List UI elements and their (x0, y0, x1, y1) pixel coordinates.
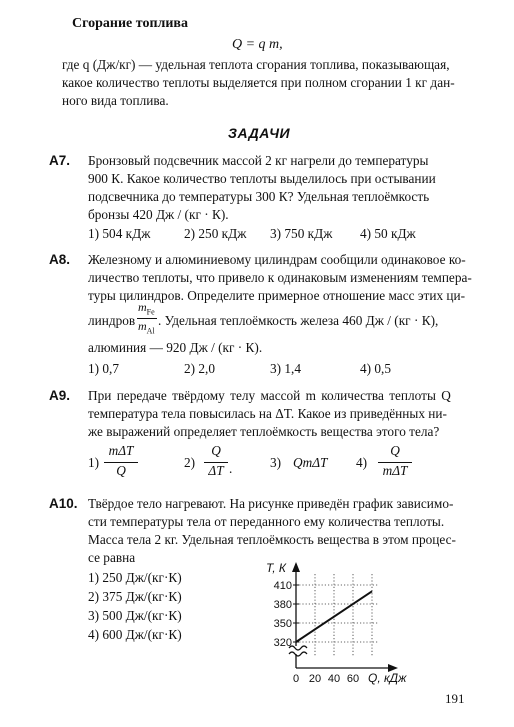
task-a8-line-3: туры цилиндров. Определите примерное отношение масс этих ци- (88, 288, 466, 303)
task-a8-line-1: Железному и алюминиевому цилиндрам сообщили одинаковое ко- (88, 252, 466, 267)
x-tick-label: 40 (327, 673, 341, 685)
formula: Q = q m, (232, 37, 283, 52)
task-a9-option-1-denominator: Q (116, 463, 126, 478)
x-tick-label: 0 (292, 673, 300, 685)
definition-line-3: ного вида топлива. (62, 93, 169, 108)
x-tick-label: 20 (308, 673, 322, 685)
task-a9-option-4-number: 4) (356, 455, 368, 470)
task-a7-number: А7. (49, 153, 71, 168)
mass-ratio-num-sub: Fe (146, 307, 155, 317)
chart-x-axis-label: Q, кДж (368, 671, 407, 685)
task-a9-option-3-expression: QmΔT (293, 455, 328, 470)
task-a7-line-3: подсвечника до температуры 300 К? Удельная теплоёмкость (88, 189, 430, 204)
task-a9-line-2: температура тела повысилась на ΔT. Какое из приведённых ни- (88, 406, 447, 421)
temperature-line (296, 591, 372, 642)
task-a8-option-3: 3) 1,4 (270, 361, 302, 376)
task-a10-option-3: 3) 500 Дж/(кг·К) (88, 608, 182, 623)
task-a8-option-4: 4) 0,5 (360, 361, 392, 376)
mass-ratio-denominator (138, 319, 155, 335)
y-tick-label: 320 (273, 637, 292, 649)
task-a9-option-1-numerator: mΔT (108, 443, 134, 458)
task-a7-line-4: бронзы 420 Дж / (кг · К). (88, 207, 229, 222)
task-a7-option-4: 4) 50 кДж (360, 226, 416, 241)
task-a8-line-2: личество теплоты, что привело к одинаковым изменениям темпера- (88, 270, 472, 285)
axis-break-mark (289, 652, 307, 656)
task-a10-number: А10. (49, 496, 78, 511)
temperature-heat-chart (260, 558, 420, 688)
task-a8-option-2: 2) 2,0 (184, 361, 216, 376)
y-axis-arrow (292, 562, 300, 572)
chart-marks (296, 591, 372, 642)
mass-ratio-den-sub: Al (146, 326, 155, 336)
task-a8-line-5: алюминия — 920 Дж / (кг · К). (88, 340, 263, 355)
task-a10-option-2: 2) 375 Дж/(кг·К) (88, 589, 182, 604)
task-a9-option-1-number: 1) (88, 455, 100, 470)
task-a9-option-4-denominator: mΔT (382, 463, 408, 478)
chart-y-axis-label: T, К (266, 561, 286, 575)
task-a10-line-3: Масса тела 2 кг. Удельная теплоёмкость вещества в этом процес- (88, 532, 456, 547)
y-tick-label: 380 (273, 599, 292, 611)
task-a10-line-1: Твёрдое тело нагревают. На рисунке приведён график зависимо- (88, 496, 454, 511)
task-a8-line-4-start: линдров (88, 313, 136, 328)
chart-axes (274, 562, 398, 685)
task-a7-option-2: 2) 250 кДж (184, 226, 247, 241)
page-number: 191 (445, 691, 465, 706)
task-a9-option-2-numerator: Q (211, 443, 221, 458)
task-a9-option-4-numerator: Q (390, 443, 400, 458)
task-a9-line-1: При передаче твёрдому телу массой m количества теплоты Q (88, 388, 451, 403)
x-tick-label: 60 (346, 673, 360, 685)
task-a10-line-4: се равна (88, 550, 136, 565)
section-title: Сгорание топлива (72, 16, 188, 31)
mass-ratio-numerator (138, 300, 155, 316)
task-a9-option-3-number: 3) (270, 455, 282, 470)
task-a10-option-4: 4) 600 Дж/(кг·К) (88, 627, 182, 642)
task-a8-line-4-end: . Удельная теплоёмкость железа 460 Дж / (кг · К), (158, 313, 439, 328)
task-a8-number: А8. (49, 252, 71, 267)
definition-line-1: где q (Дж/кг) — удельная теплота сгорания топлива, показывающая, (62, 57, 450, 72)
mass-ratio-num-symbol: m (138, 300, 147, 314)
task-a7-line-2: 900 К. Какое количество теплоты выделилось при остывании (88, 171, 436, 186)
task-a9-line-3: же выражений определяет теплоёмкость вещества этого тела? (88, 424, 440, 439)
task-a10-option-1: 1) 250 Дж/(кг·К) (88, 570, 182, 585)
task-a9-option-2-denominator: ΔT (208, 463, 224, 478)
definition-line-2: какое количество теплоты выделяется при полном сгорании 1 кг дан- (62, 75, 455, 90)
tasks-header: ЗАДАЧИ (228, 125, 291, 141)
task-a9-option-2-number: 2) (184, 455, 196, 470)
y-tick-label: 410 (273, 580, 292, 592)
y-tick-label: 350 (273, 618, 292, 630)
task-a8-option-1: 1) 0,7 (88, 361, 120, 376)
mass-ratio-den-symbol: m (138, 319, 147, 333)
task-a9-option-2-period: . (229, 461, 233, 476)
task-a7-line-1: Бронзовый подсвечник массой 2 кг нагрели до температуры (88, 153, 429, 168)
task-a10-line-2: сти температуры тела от переданного ему количества теплоты. (88, 514, 445, 529)
task-a7-option-1: 1) 504 кДж (88, 226, 151, 241)
task-a7-option-3: 3) 750 кДж (270, 226, 333, 241)
task-a9-number: А9. (49, 388, 71, 403)
